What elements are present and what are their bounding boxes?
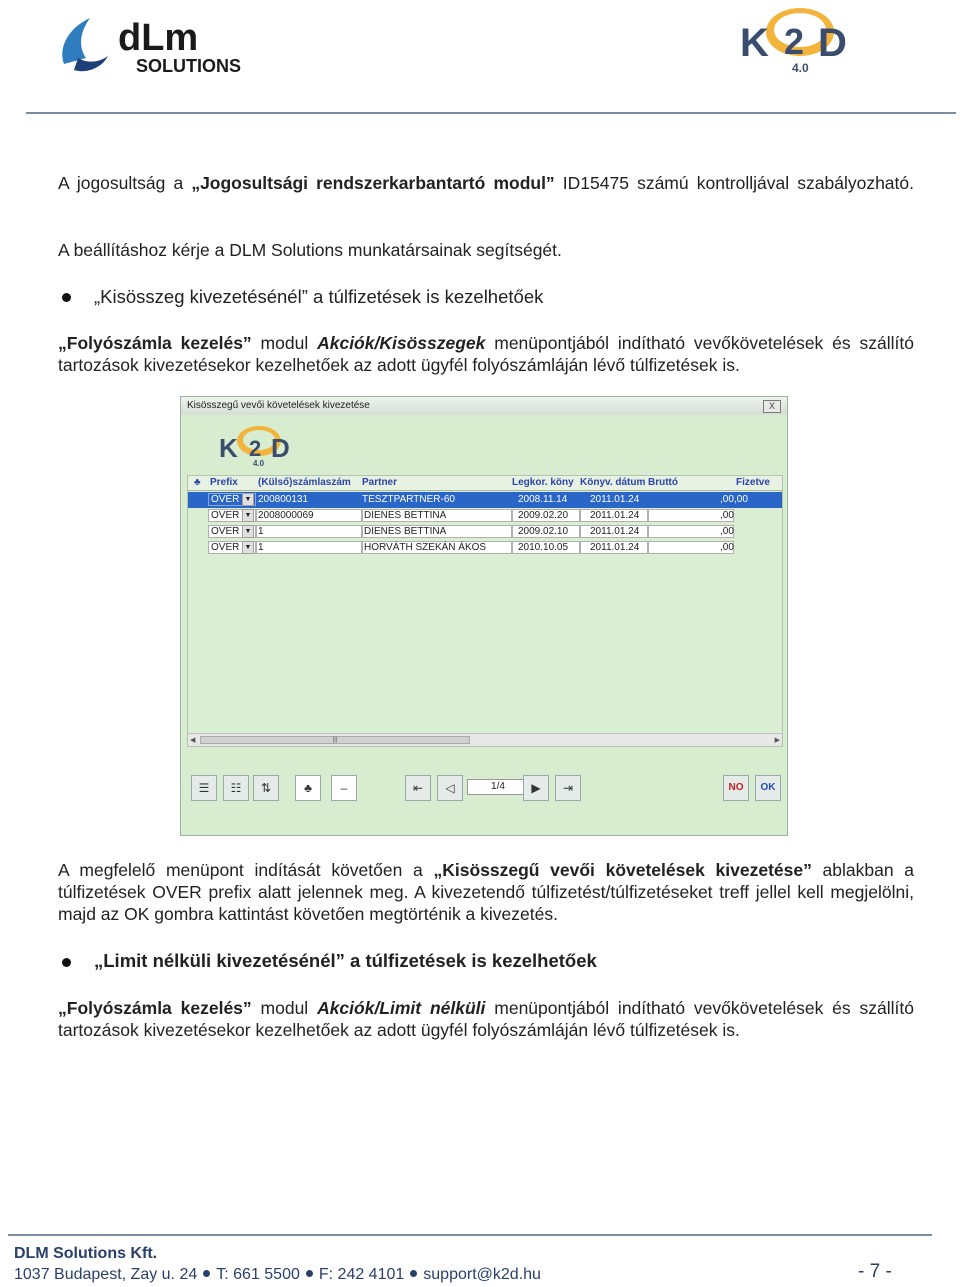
sort-list-icon[interactable]: ⇅ xyxy=(253,775,279,801)
cell-partner: DIENES BETTINA xyxy=(364,526,447,537)
svg-text:K: K xyxy=(219,433,238,463)
unmark-all-button[interactable]: – xyxy=(331,775,357,801)
footer-address: 1037 Budapest, Zay u. 24 xyxy=(14,1266,198,1283)
svg-text:2: 2 xyxy=(784,21,805,62)
svg-text:D: D xyxy=(818,21,847,65)
cell-number: 2008000069 xyxy=(258,510,314,521)
cell-prefix: OVER xyxy=(211,526,240,537)
footer-fax: F: 242 4101 xyxy=(318,1266,405,1283)
cell-number: 1 xyxy=(258,526,264,537)
cancel-no-button[interactable]: NO xyxy=(723,775,749,801)
help-list-icon[interactable]: ☰ xyxy=(191,775,217,801)
svg-text:K: K xyxy=(740,21,769,65)
paragraph-permission xyxy=(58,172,914,194)
bullet-icon xyxy=(410,1270,417,1277)
chevron-down-icon[interactable]: ▼ xyxy=(242,509,254,522)
para3-suffix: menüpontjából indítható vevőkövetelések és szállító tartozások kivezetésekor kezelhetőek az adott ügyfél folyószámláján lévő túlfizetések is. xyxy=(58,333,914,375)
col-header-date2[interactable]: Könyv. dátum xyxy=(580,477,646,488)
cell-gross: ,00 xyxy=(720,494,734,505)
cell-prefix: OVER xyxy=(211,542,240,553)
paragraph-dialog-description xyxy=(58,859,914,925)
scroll-right-icon[interactable]: ▶ xyxy=(774,737,780,744)
next-page-icon[interactable]: ▶ xyxy=(523,775,549,801)
scroll-left-icon[interactable]: ◀ xyxy=(190,737,196,744)
ok-button[interactable]: OK xyxy=(755,775,781,801)
cell-date2: 2011.01.24 xyxy=(590,494,640,505)
cell-paid: ,00 xyxy=(734,494,748,505)
header-divider xyxy=(26,112,956,114)
cell-date2: 2011.01.24 xyxy=(590,510,640,521)
cell-date1: 2009.02.10 xyxy=(518,526,569,537)
cell-partner: DIENES BETTINA xyxy=(364,510,447,521)
svg-text:dLm: dLm xyxy=(118,17,199,59)
number-field[interactable] xyxy=(256,541,362,554)
page-number: - 7 - xyxy=(858,1261,892,1282)
svg-text:4.0: 4.0 xyxy=(792,61,809,74)
cell-prefix: OVER xyxy=(211,510,240,521)
svg-text:2: 2 xyxy=(249,436,262,461)
k2d-logo xyxy=(738,4,862,74)
scrollbar-thumb[interactable]: ||| xyxy=(200,736,470,744)
table-row[interactable] xyxy=(188,540,782,556)
cell-gross: ,00 xyxy=(720,542,734,553)
first-page-icon[interactable]: ⇤ xyxy=(405,775,431,801)
table-row[interactable] xyxy=(188,508,782,524)
chevron-down-icon[interactable]: ▼ xyxy=(242,493,254,506)
footer-divider xyxy=(8,1234,932,1236)
number-field[interactable] xyxy=(256,525,362,538)
cell-partner: TESZTPARTNER-60 xyxy=(362,494,455,505)
mark-all-button[interactable]: ♣ xyxy=(295,775,321,801)
overpayment-grid[interactable] xyxy=(187,475,783,747)
cell-date1: 2008.11.14 xyxy=(518,494,568,505)
para5-suffix: menüpontjából indítható vevőkövetelések és szállító tartozások kivezetésekor kezelhetőek az adott ügyfél folyószámláján lévő túlfizetések is. xyxy=(58,998,914,1040)
footer-contact xyxy=(14,1266,541,1284)
close-icon[interactable]: X xyxy=(763,400,781,413)
para1-suffix: ID15475 számú kontrolljával szabályozható. xyxy=(554,173,914,193)
bullet-icon xyxy=(62,293,71,302)
page-indicator: 1/4 xyxy=(467,779,529,795)
cell-partner: HORVÁTH SZEKÁN ÁKOS xyxy=(364,542,487,553)
svg-text:4.0: 4.0 xyxy=(253,459,265,467)
horizontal-scrollbar[interactable] xyxy=(188,733,782,746)
svg-text:SOLUTIONS: SOLUTIONS xyxy=(136,56,242,76)
chevron-down-icon[interactable]: ▼ xyxy=(242,525,254,538)
para4-prefix: A megfelelő menüpont indítását követően a xyxy=(58,860,434,880)
col-header-paid[interactable]: Fizetve xyxy=(736,477,770,488)
bullet-icon xyxy=(306,1270,313,1277)
heading-no-limit: „Limit nélküli kivezetésénél” a túlfizetések is kezelhetőek xyxy=(94,950,597,971)
dialog-k2d-logo xyxy=(217,423,301,467)
footer-email[interactable]: support@k2d.hu xyxy=(423,1266,541,1283)
footer-company: DLM Solutions Kft. xyxy=(14,1245,158,1262)
col-header-number[interactable]: (Külső)számlaszám xyxy=(258,477,351,488)
para1-module-name: „Jogosultsági rendszerkarbantartó modul” xyxy=(191,173,555,193)
last-page-icon[interactable]: ⇥ xyxy=(555,775,581,801)
col-header-gross[interactable]: Bruttó xyxy=(648,477,678,488)
para5-module-name: „Folyószámla kezelés” xyxy=(58,998,252,1018)
bullet-icon xyxy=(62,958,71,967)
col-header-partner[interactable]: Partner xyxy=(362,477,398,488)
para3-module-name: „Folyószámla kezelés” xyxy=(58,333,252,353)
cell-date2: 2011.01.24 xyxy=(590,526,640,537)
cell-date1: 2009.02.20 xyxy=(518,510,569,521)
para3-mid: modul xyxy=(251,333,318,353)
table-row[interactable] xyxy=(188,524,782,540)
cell-gross: ,00 xyxy=(720,510,734,521)
para5-menu-path: Akciók/Limit nélküli xyxy=(317,998,486,1018)
previous-page-icon[interactable]: ◁ xyxy=(437,775,463,801)
cell-date2: 2011.01.24 xyxy=(590,542,640,553)
cell-prefix: OVER xyxy=(211,494,240,505)
paragraph-no-limit xyxy=(58,997,914,1041)
cell-date1: 2010.10.05 xyxy=(518,542,569,553)
col-header-prefix[interactable]: Prefix xyxy=(210,477,238,488)
grid-header xyxy=(188,476,782,491)
chevron-down-icon[interactable]: ▼ xyxy=(242,541,254,554)
dialog-title: Kisösszegű vevői követelések kivezetése xyxy=(181,397,787,415)
svg-text:D: D xyxy=(271,433,290,463)
cell-number: 200800131 xyxy=(258,494,309,505)
dlm-solutions-logo xyxy=(56,12,296,78)
para3-menu-path: Akciók/Kisösszegek xyxy=(317,333,486,353)
list-view-icon[interactable]: ☷ xyxy=(223,775,249,801)
para1-prefix: A jogosultság a xyxy=(58,173,192,193)
cell-gross: ,00 xyxy=(720,526,734,537)
table-row[interactable] xyxy=(188,492,782,508)
bullet-icon xyxy=(203,1270,210,1277)
paragraph-settings-help: A beállításhoz kérje a DLM Solutions munkatársainak segítségét. xyxy=(58,240,562,260)
heading-small-amount: „Kisösszeg kivezetésénél” a túlfizetések is kezelhetőek xyxy=(94,286,544,307)
col-header-date1[interactable]: Legkor. köny xyxy=(512,477,574,488)
footer-phone: T: 661 5500 xyxy=(216,1266,300,1283)
para5-mid: modul xyxy=(251,998,318,1018)
col-header-mark[interactable]: ♣ xyxy=(194,477,201,488)
paragraph-small-amount xyxy=(58,332,914,376)
para4-window-name: „Kisösszegű vevői követelések kivezetése” xyxy=(433,860,812,880)
dialog-screenshot xyxy=(180,396,788,836)
para4-suffix: ablakban a túlfizetések OVER prefix alatt jelennek meg. A kivezetendő túlfizetést/túlfizetéseket treff jellel kell megjelölni, majd az OK gombra kattintást követően megtörténik a kivezetés. xyxy=(58,860,914,924)
cell-number: 1 xyxy=(258,542,264,553)
